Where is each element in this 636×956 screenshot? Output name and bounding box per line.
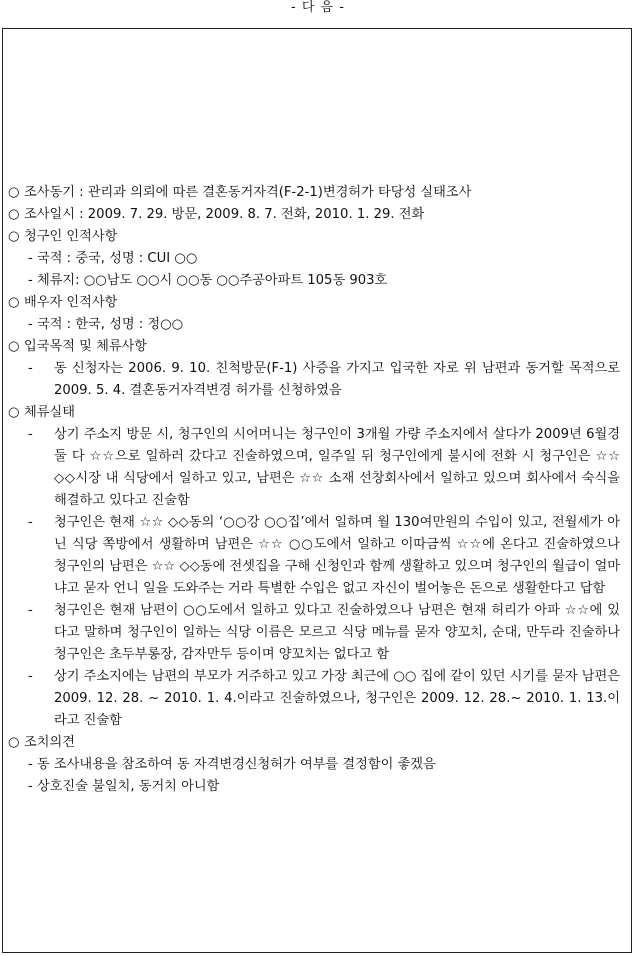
circle-bullet: ○	[8, 207, 20, 222]
circle-bullet: ○	[8, 229, 20, 244]
purpose-paragraph	[8, 358, 620, 402]
page-heading: - 다 음 -	[291, 0, 345, 15]
section-dates	[8, 204, 620, 226]
circle-bullet: ○	[8, 339, 20, 354]
section-applicant-title: 청구인 인적사항	[24, 229, 118, 244]
section-purpose-title: 입국목적 및 체류사항	[24, 339, 148, 354]
circle-bullet: ○	[8, 405, 20, 420]
opinion-item: - 상호진술 불일치, 동거치 아니함	[28, 779, 220, 794]
dash-bullet: -	[28, 669, 33, 684]
section-status	[8, 402, 620, 424]
status-paragraph-text: 상기 주소지에는 남편의 부모가 거주하고 있고 가장 최근에 ○○ 집에 같이 있던 시기를 묻자 남편은 2009. 12. 28. ~ 2010. 1. 4.이라고 진술하였으나, 청구인은 2009. 12. 28.~ 2010. 1. 13.이라고 진술함	[54, 669, 620, 728]
dash-bullet: -	[28, 361, 33, 376]
section-purpose	[8, 336, 620, 358]
status-paragraph	[8, 600, 620, 666]
dash-bullet: -	[28, 603, 33, 618]
section-status-title: 체류실태	[24, 405, 75, 420]
section-reason-text: 조사동기 : 관리과 의뢰에 따른 결혼동거자격(F-2-1)변경허가 타당성 실태조사	[24, 185, 472, 200]
section-opinion-title: 조치의견	[24, 735, 75, 750]
purpose-paragraph-text: 동 신청자는 2006. 9. 10. 친척방문(F-1) 사증을 가지고 입국한 자로 위 남편과 동거할 목적으로 2009. 5. 4. 결혼동거자격변경 허가를 신청하였음	[54, 361, 620, 398]
status-paragraph-text: 청구인은 현재 남편이 ○○도에서 일하고 있다고 진술하였으나 남편은 현재 허리가 아파 ☆☆에 있다고 말하며 청구인이 일하는 식당 이름은 모르고 식당 메뉴를 묻자 양꼬치, 순대, 만두라 진술하나 청구인은 초두부롱장, 감자만두 등이며 양꼬치는 없다고 함	[54, 603, 620, 662]
status-paragraph	[8, 666, 620, 732]
dash-bullet: -	[28, 427, 33, 442]
section-reason	[8, 182, 620, 204]
section-applicant	[8, 226, 620, 248]
applicant-residence: - 체류지: ○○남도 ○○시 ○○동 ○○주공아파트 105동 903호	[28, 273, 388, 288]
document-body	[8, 182, 620, 798]
status-paragraph	[8, 424, 620, 512]
status-paragraph-text: 상기 주소지 방문 시, 청구인의 시어머니는 청구인이 3개월 가량 주소지에서 살다가 2009년 6월경 둘 다 ☆☆으로 일하러 갔다고 진술하였으며, 일주일 뒤 청구인에게 불시에 전화 시 청구인은 ☆☆ ◇◇시장 내 식당에서 일하고 있고, 남편은 ☆☆ 소재 선창회사에서 일하고 있으며 회사에서 숙식을 해결하고 있다고 진술함	[54, 427, 620, 508]
status-paragraph-text: 청구인은 현재 ☆☆ ◇◇동의 ‘○○강 ○○집’에서 일하며 월 130여만원의 수입이 있고, 전월세가 아닌 식당 쪽방에서 생활하며 남편은 ☆☆ ○○도에서 일하고 이따금씩 ☆☆에 온다고 진술하였으나 청구인의 남편은 ☆☆ ◇◇동에 전셋집을 구해 신청인과 함께 생활하고 있으며 청구인의 월급이 얼마냐고 묻자 언니 일을 도와주는 거라 특별한 수입은 없고 자신이 벌어놓은 돈으로 생활한다고 답함	[54, 515, 620, 596]
applicant-nationality: - 국적 : 중국, 성명 : CUI ○○	[28, 251, 198, 266]
circle-bullet: ○	[8, 735, 20, 750]
section-spouse	[8, 292, 620, 314]
circle-bullet: ○	[8, 295, 20, 310]
status-paragraph	[8, 512, 620, 600]
section-dates-text: 조사일시 : 2009. 7. 29. 방문, 2009. 8. 7. 전화, 2010. 1. 29. 전화	[24, 207, 425, 222]
circle-bullet: ○	[8, 185, 20, 200]
opinion-item: - 동 조사내용을 참조하여 동 자격변경신청허가 여부를 결정함이 좋겠음	[28, 757, 436, 772]
dash-bullet: -	[28, 515, 33, 530]
section-spouse-title: 배우자 인적사항	[24, 295, 118, 310]
spouse-nationality: - 국적 : 한국, 성명 : 정○○	[28, 317, 184, 332]
section-opinion	[8, 732, 620, 754]
